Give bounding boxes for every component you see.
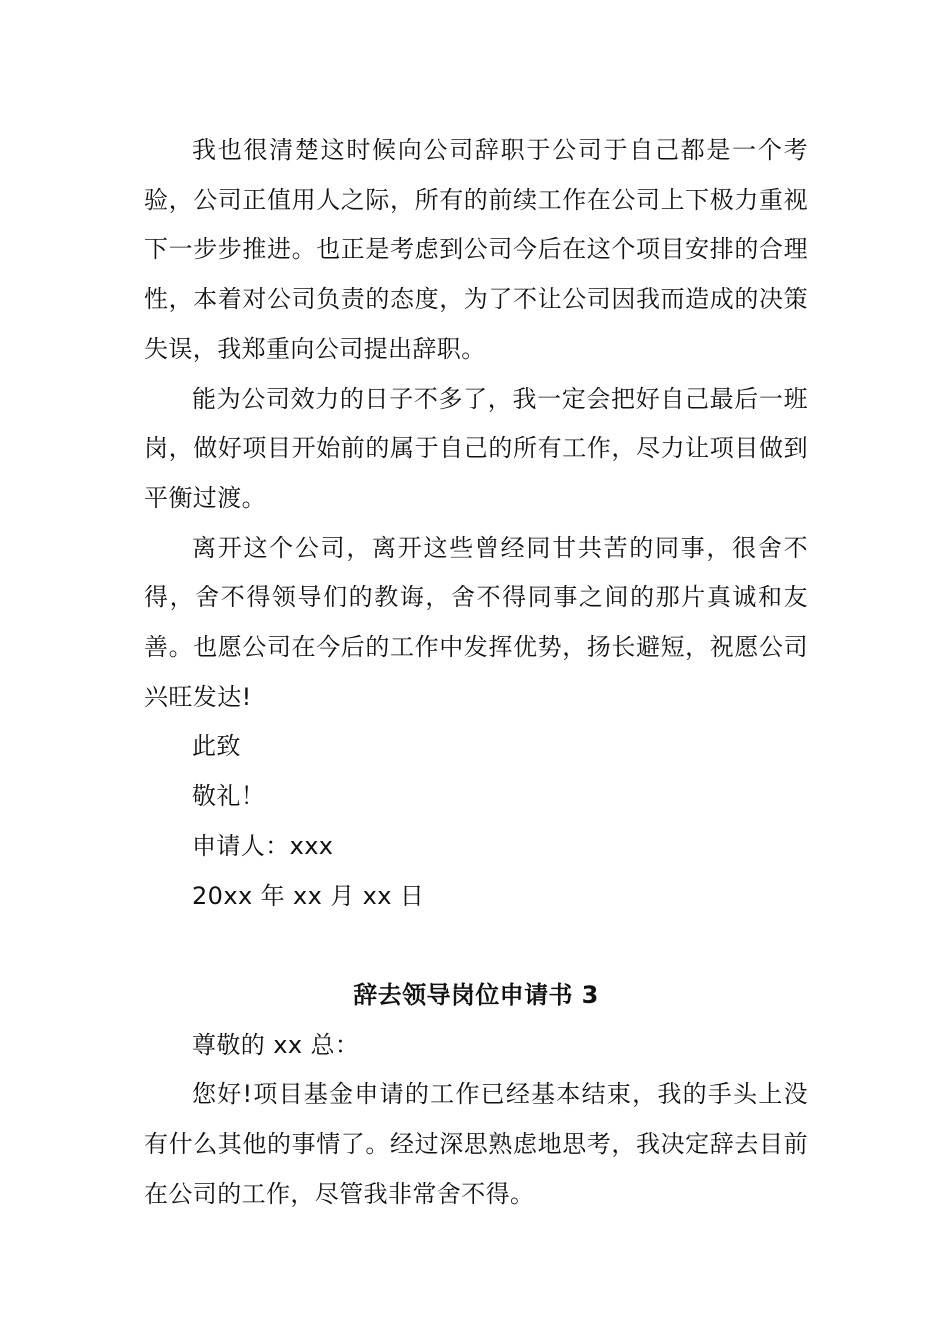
section-gap — [144, 921, 808, 971]
closing-salute: 此致 — [192, 732, 241, 761]
paragraph-farewell: 离开这个公司，离开这些曾经同甘共苦的同事，很舍不得，舍不得领导们的教诲，舍不得同事之间的那片真诚和友善。也愿公司在今后的工作中发挥优势，扬长避短，祝愿公司兴旺发达! — [144, 533, 808, 711]
paragraph-resignation-reason: 我也很清楚这时候向公司辞职于公司于自己都是一个考验，公司正值用人之际，所有的前续工作在公司上下极力重视下一步步推进。也正是考虑到公司今后在这个项目安排的合理性，本着对公司负责的态度，为了不让公司因我而造成的决策失误，我郑重向公司提出辞职。 — [144, 136, 808, 363]
letter-date: 20xx 年 xx 月 xx 日 — [192, 881, 425, 910]
document-body — [144, 126, 808, 1219]
applicant-signature: 申请人：xxx — [192, 831, 334, 860]
closing-respect: 敬礼！ — [192, 782, 266, 811]
section-title: 辞去领导岗位申请书 3 — [353, 980, 599, 1009]
letter-greeting: 尊敬的 xx 总： — [192, 1030, 360, 1059]
paragraph-new-letter-opening: 您好!项目基金申请的工作已经基本结束，我的手头上没有什么其他的事情了。经过深思熟虑地思考，我决定辞去目前在公司的工作，尽管我非常舍不得。 — [144, 1080, 808, 1208]
paragraph-final-duties: 能为公司效力的日子不多了，我一定会把好自己最后一班岗，做好项目开始前的属于自己的所有工作，尽力让项目做到平衡过渡。 — [144, 384, 808, 512]
